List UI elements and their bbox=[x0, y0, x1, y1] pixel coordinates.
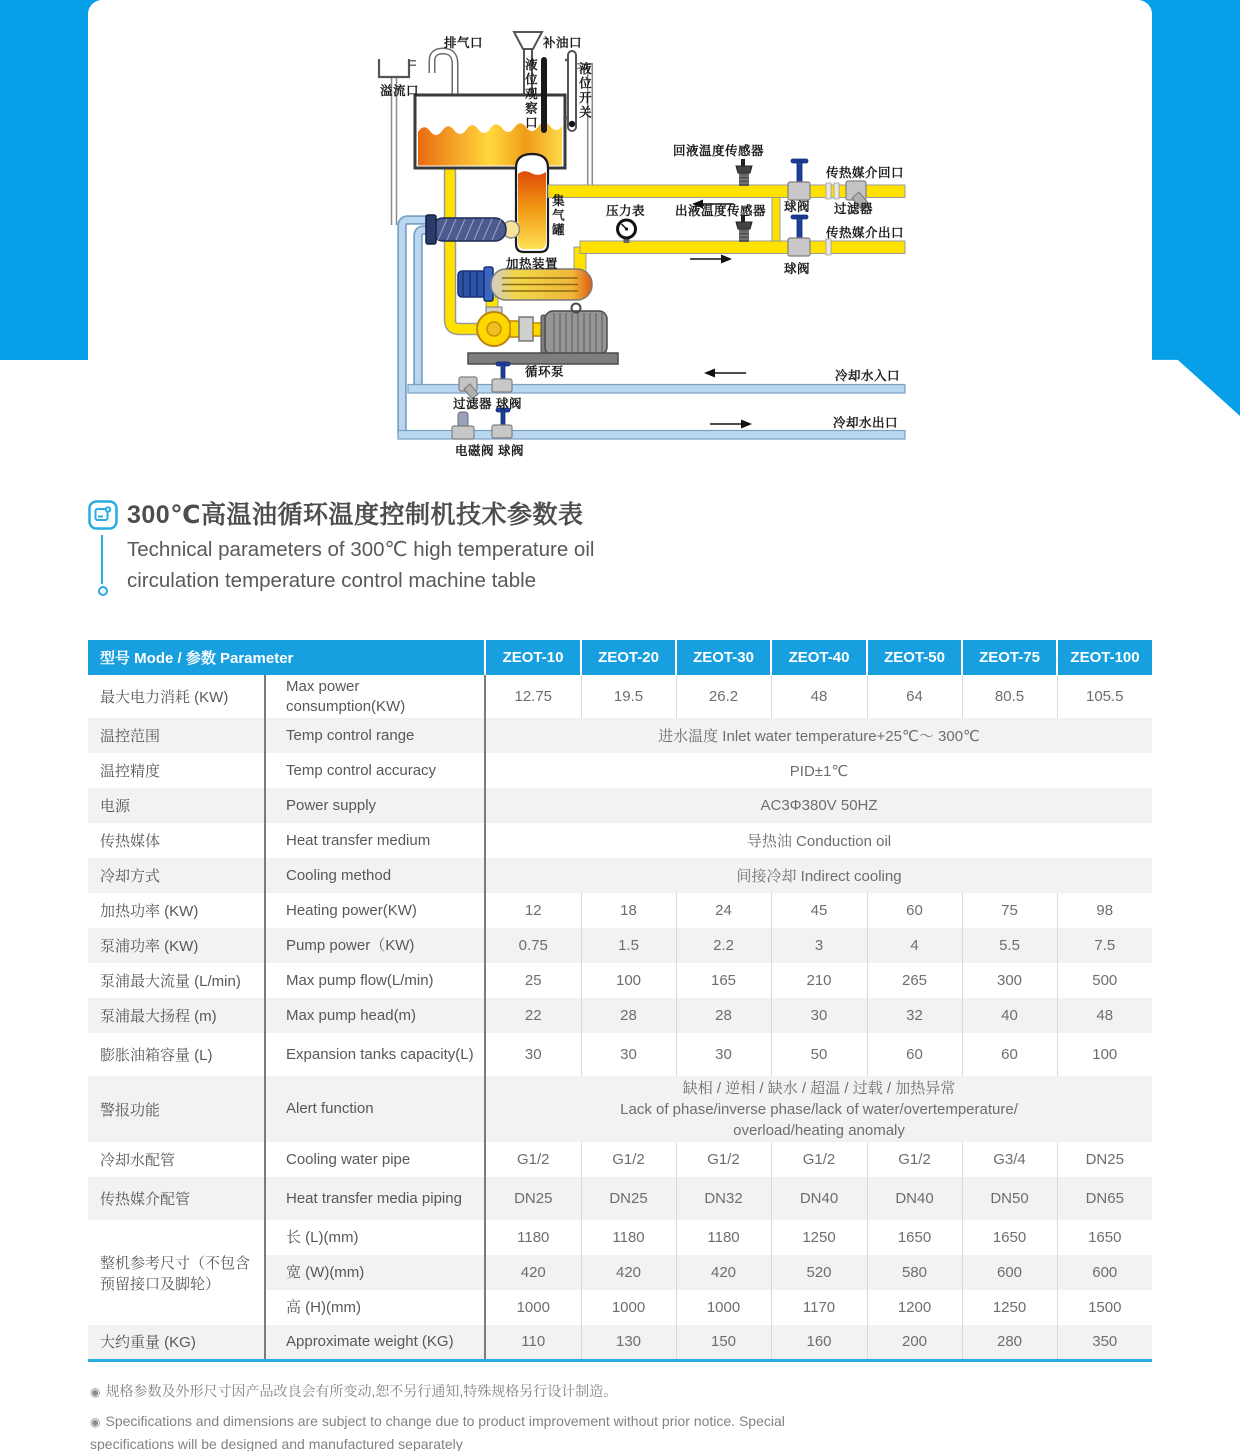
alert-line-en2: overload/heating anomaly bbox=[733, 1121, 905, 1139]
alert-line-cn: 缺相 / 逆相 / 缺水 / 超温 / 过载 / 加热异常 bbox=[682, 1079, 956, 1097]
value-cell: G1/2 bbox=[867, 1142, 962, 1177]
value-cell: 1000 bbox=[516, 1299, 550, 1316]
schematic-drawing bbox=[360, 20, 940, 472]
value-cell: 265 bbox=[867, 963, 962, 998]
param-en: Pump power（KW) bbox=[265, 928, 485, 963]
spec-table bbox=[88, 640, 1152, 1362]
footnote-cn-text: 规格参数及外形尺寸因产品改良会有所变动,恕不另行通知,特殊规格另行设计制造。 bbox=[105, 1383, 618, 1399]
header-model-zeot40: ZEOT-40 bbox=[771, 640, 867, 675]
value-cell: 7.5 bbox=[1057, 928, 1152, 963]
value-cell: 1180 bbox=[581, 1220, 676, 1255]
value-cell: DN25 bbox=[514, 1190, 553, 1207]
header-model-zeot75: ZEOT-75 bbox=[962, 640, 1057, 675]
value-cell: 1000 bbox=[676, 1290, 771, 1325]
value-cell: 98 bbox=[1057, 893, 1152, 928]
value-cell: 60 bbox=[867, 893, 962, 928]
param-cn: 加热功率 (KW) bbox=[88, 893, 265, 928]
value-cell: DN40 bbox=[771, 1177, 867, 1220]
dims-sub-label: 高 (H)(mm) bbox=[265, 1290, 485, 1325]
title-connector-dot bbox=[98, 586, 108, 596]
value-cell: 300 bbox=[962, 963, 1057, 998]
value-cell: 105.5 bbox=[1057, 675, 1152, 718]
cooling-water-risers bbox=[402, 220, 434, 434]
param-en: Max power consumption(KW) bbox=[265, 675, 485, 718]
dims-sub-label: 宽 (W)(mm) bbox=[265, 1255, 485, 1290]
param-cn: 警报功能 bbox=[88, 1076, 265, 1142]
param-en: Cooling water pipe bbox=[265, 1142, 485, 1177]
label-cooling-water-inlet: 冷却水入口 bbox=[835, 369, 901, 383]
param-cn: 电源 bbox=[88, 788, 265, 823]
value-cell: 12 bbox=[524, 902, 542, 919]
content-card bbox=[88, 0, 1152, 1451]
label-vent-port: 排气口 bbox=[444, 36, 484, 50]
value-cell: 80.5 bbox=[962, 675, 1057, 718]
param-en: Max pump flow(L/min) bbox=[265, 963, 485, 998]
label-media-outlet-port: 传热媒介出口 bbox=[826, 226, 905, 240]
value-cell: 100 bbox=[1057, 1033, 1152, 1076]
value-cell: 1650 bbox=[962, 1220, 1057, 1255]
param-en: Power supply bbox=[265, 788, 485, 823]
value-cell: 200 bbox=[867, 1325, 962, 1360]
label-heater: 加热装置 bbox=[506, 257, 559, 271]
param-cn: 冷却方式 bbox=[88, 858, 265, 893]
span-value bbox=[485, 1076, 1152, 1142]
value-cell: 64 bbox=[867, 675, 962, 718]
param-en: Alert function bbox=[265, 1076, 485, 1142]
header-param: 型号 Mode / 参数 Parameter bbox=[88, 640, 485, 675]
value-cell: 1180 bbox=[517, 1229, 550, 1246]
param-cn: 泵浦最大流量 (L/min) bbox=[88, 963, 265, 998]
footnote-cn bbox=[90, 1380, 790, 1403]
value-cell: 0.75 bbox=[518, 937, 548, 954]
value-cell: 60 bbox=[962, 1033, 1057, 1076]
temperature-sensors bbox=[736, 159, 752, 242]
value-cell: 1.5 bbox=[581, 928, 676, 963]
table-row bbox=[88, 718, 1152, 753]
param-cn: 传热媒体 bbox=[88, 823, 265, 858]
value-cell: 130 bbox=[581, 1325, 676, 1360]
value-cell: 1170 bbox=[771, 1290, 867, 1325]
value-cell: 28 bbox=[581, 998, 676, 1033]
page-title-cn: 300℃高温油循环温度控制机技术参数表 bbox=[127, 501, 584, 529]
label-media-return-port: 传热媒介回口 bbox=[826, 166, 905, 180]
value-cell: 48 bbox=[771, 675, 867, 718]
circulation-pump bbox=[468, 304, 618, 365]
table-row bbox=[88, 1325, 1152, 1360]
param-en: Temp control range bbox=[265, 718, 485, 753]
label-oil-fill-port: 补油口 bbox=[543, 36, 583, 50]
param-en: Expansion tanks capacity(L) bbox=[265, 1033, 485, 1076]
value-cell: 32 bbox=[867, 998, 962, 1033]
header-model-zeot20: ZEOT-20 bbox=[581, 640, 676, 675]
value-cell: 350 bbox=[1057, 1325, 1152, 1360]
param-cn: 最大电力消耗 (KW) bbox=[88, 675, 265, 718]
gas-collection-tank bbox=[516, 154, 548, 252]
title-block bbox=[88, 498, 1008, 610]
table-row bbox=[88, 998, 1152, 1033]
header-row bbox=[88, 640, 1152, 675]
schematic-diagram bbox=[360, 20, 940, 472]
expansion-tank bbox=[379, 32, 576, 168]
span-value: 进水温度 Inlet water temperature+25℃～ 300℃ bbox=[658, 728, 980, 745]
table-row bbox=[88, 858, 1152, 893]
table-row bbox=[88, 675, 1152, 718]
value-cell: 1650 bbox=[867, 1220, 962, 1255]
heater-unit bbox=[458, 267, 592, 301]
value-cell: 600 bbox=[962, 1255, 1057, 1290]
alert-line-en1: Lack of phase/inverse phase/lack of water/overtemperature/ bbox=[620, 1100, 1018, 1118]
footnotes bbox=[90, 1380, 790, 1451]
value-cell: 150 bbox=[676, 1325, 771, 1360]
page-title-en-line2: circulation temperature control machine table bbox=[127, 569, 537, 592]
table-row bbox=[88, 928, 1152, 963]
value-cell: 4 bbox=[867, 928, 962, 963]
value-cell: 50 bbox=[771, 1033, 867, 1076]
value-cell: 2.2 bbox=[676, 928, 771, 963]
span-value: 间接冷却 Indirect cooling bbox=[736, 868, 902, 885]
value-cell: DN50 bbox=[962, 1177, 1057, 1220]
value-cell: 30 bbox=[524, 1046, 542, 1063]
param-en: Heat transfer medium bbox=[265, 823, 485, 858]
label-cooling-water-outlet: 冷却水出口 bbox=[833, 416, 899, 430]
value-cell: 1250 bbox=[771, 1220, 867, 1255]
value-cell: 30 bbox=[676, 1033, 771, 1076]
label-return-temp-sensor: 回液温度传感器 bbox=[673, 144, 765, 158]
value-cell: 1250 bbox=[962, 1290, 1057, 1325]
table-row bbox=[88, 823, 1152, 858]
value-cell: G1/2 bbox=[581, 1142, 676, 1177]
cooler-heat-exchanger bbox=[426, 215, 520, 244]
table-row bbox=[88, 963, 1152, 998]
value-cell: 420 bbox=[581, 1255, 676, 1290]
label-solenoid-ball-valve: 电磁阀 球阀 bbox=[455, 444, 524, 458]
table-row-alert bbox=[88, 1076, 1152, 1142]
param-en: Temp control accuracy bbox=[265, 753, 485, 788]
value-cell: 1000 bbox=[581, 1290, 676, 1325]
param-en: Approximate weight (KG) bbox=[265, 1325, 485, 1360]
label-filter-ball-valve: 过滤器 球阀 bbox=[453, 397, 522, 411]
footnote-bullet-icon: ◉ bbox=[90, 1385, 101, 1399]
span-value: PID±1℃ bbox=[789, 762, 849, 780]
value-cell: DN40 bbox=[867, 1177, 962, 1220]
value-cell: 1500 bbox=[1057, 1290, 1152, 1325]
value-cell: 1180 bbox=[676, 1220, 771, 1255]
value-cell: 60 bbox=[867, 1033, 962, 1076]
header-model-zeot50: ZEOT-50 bbox=[867, 640, 962, 675]
table-row bbox=[88, 1142, 1152, 1177]
value-cell: DN25 bbox=[581, 1177, 676, 1220]
value-cell: 600 bbox=[1057, 1255, 1152, 1290]
table-row bbox=[88, 788, 1152, 823]
param-en: Heating power(KW) bbox=[265, 893, 485, 928]
oil-drain-pipe bbox=[450, 166, 482, 329]
param-en: Cooling method bbox=[265, 858, 485, 893]
footnote-bullet-icon: ◉ bbox=[90, 1415, 101, 1429]
value-cell: 165 bbox=[676, 963, 771, 998]
param-cn: 传热媒介配管 bbox=[88, 1177, 265, 1220]
table-row bbox=[88, 893, 1152, 928]
param-en: Heat transfer media piping bbox=[265, 1177, 485, 1220]
value-cell: 30 bbox=[771, 998, 867, 1033]
table-header bbox=[88, 640, 1152, 675]
value-cell: 22 bbox=[524, 1007, 542, 1024]
value-cell: 12.75 bbox=[514, 688, 553, 705]
header-model-zeot100: ZEOT-100 bbox=[1057, 640, 1152, 675]
footnote-en-text: Specifications and dimensions are subject to change due to product improvement without prior notice. Special specifications will be designed and manufactured separately bbox=[90, 1413, 785, 1451]
param-cn: 膨胀油箱容量 (L) bbox=[88, 1033, 265, 1076]
right-blue-ribbon bbox=[1138, 0, 1240, 416]
value-cell: 30 bbox=[581, 1033, 676, 1076]
label-level-sight-glass: 液位观察口 bbox=[523, 58, 538, 131]
spec-sheet-icon bbox=[88, 500, 118, 530]
param-cn: 泵浦最大扬程 (m) bbox=[88, 998, 265, 1033]
value-cell: 160 bbox=[771, 1325, 867, 1360]
header-model-zeot30: ZEOT-30 bbox=[676, 640, 771, 675]
value-cell: 580 bbox=[867, 1255, 962, 1290]
left-blue-ribbon bbox=[0, 0, 100, 360]
value-cell: 520 bbox=[771, 1255, 867, 1290]
param-cn: 冷却水配管 bbox=[88, 1142, 265, 1177]
value-cell: 500 bbox=[1057, 963, 1152, 998]
value-cell: 420 bbox=[676, 1255, 771, 1290]
value-cell: DN65 bbox=[1057, 1177, 1152, 1220]
dims-group-label: 整机参考尺寸（不包含预留接口及脚轮） bbox=[88, 1220, 265, 1325]
dims-sub-label: 长 (L)(mm) bbox=[265, 1220, 485, 1255]
param-cn: 温控范围 bbox=[88, 718, 265, 753]
param-cn: 大约重量 (KG) bbox=[88, 1325, 265, 1360]
page-title-en bbox=[127, 534, 594, 596]
table-row bbox=[88, 1033, 1152, 1076]
span-value: 导热油 Conduction oil bbox=[746, 833, 892, 850]
table-row bbox=[88, 1177, 1152, 1220]
param-cn: 泵浦功率 (KW) bbox=[88, 928, 265, 963]
value-cell: 100 bbox=[581, 963, 676, 998]
value-cell: 19.5 bbox=[581, 675, 676, 718]
value-cell: 5.5 bbox=[962, 928, 1057, 963]
value-cell: DN25 bbox=[1057, 1142, 1152, 1177]
value-cell: G3/4 bbox=[962, 1142, 1057, 1177]
value-cell: 75 bbox=[962, 893, 1057, 928]
label-pressure-gauge: 压力表 bbox=[606, 204, 646, 218]
value-cell: 26.2 bbox=[676, 675, 771, 718]
value-cell: 24 bbox=[676, 893, 771, 928]
page-title-en-line1: Technical parameters of 300℃ high temperature oil bbox=[127, 538, 595, 561]
value-cell: 25 bbox=[524, 972, 542, 989]
param-cn: 温控精度 bbox=[88, 753, 265, 788]
value-cell: 210 bbox=[771, 963, 867, 998]
value-cell: G1/2 bbox=[517, 1151, 550, 1168]
footnote-en bbox=[90, 1410, 790, 1451]
param-en: Max pump head(m) bbox=[265, 998, 485, 1033]
label-level-switch: 液位开关 bbox=[577, 62, 592, 120]
value-cell: 1200 bbox=[867, 1290, 962, 1325]
span-value: AC3Φ380V 50HZ bbox=[760, 797, 878, 814]
value-cell: 3 bbox=[771, 928, 867, 963]
label-ball-valve-top: 球阀 bbox=[784, 200, 811, 214]
title-connector-line bbox=[101, 535, 103, 584]
label-filter-top: 过滤器 bbox=[834, 202, 874, 216]
value-cell: 420 bbox=[520, 1264, 546, 1281]
value-cell: G1/2 bbox=[676, 1142, 771, 1177]
value-cell: 18 bbox=[581, 893, 676, 928]
value-cell: 48 bbox=[1057, 998, 1152, 1033]
value-cell: 280 bbox=[962, 1325, 1057, 1360]
label-circulation-pump: 循环泵 bbox=[525, 365, 565, 379]
label-gas-collection-tank: 集气罐 bbox=[550, 194, 565, 238]
label-overflow-port: 溢流口 bbox=[380, 84, 420, 98]
table-row bbox=[88, 753, 1152, 788]
value-cell: 45 bbox=[771, 893, 867, 928]
label-outlet-temp-sensor: 出液温度传感器 bbox=[675, 204, 767, 218]
value-cell: G1/2 bbox=[771, 1142, 867, 1177]
header-model-zeot10: ZEOT-10 bbox=[485, 640, 581, 675]
value-cell: 1650 bbox=[1057, 1220, 1152, 1255]
value-cell: 28 bbox=[676, 998, 771, 1033]
table-row-dims bbox=[88, 1220, 1152, 1255]
value-cell: 110 bbox=[521, 1333, 546, 1351]
value-cell: 40 bbox=[962, 998, 1057, 1033]
value-cell: DN32 bbox=[676, 1177, 771, 1220]
label-ball-valve-bottom: 球阀 bbox=[784, 262, 811, 276]
